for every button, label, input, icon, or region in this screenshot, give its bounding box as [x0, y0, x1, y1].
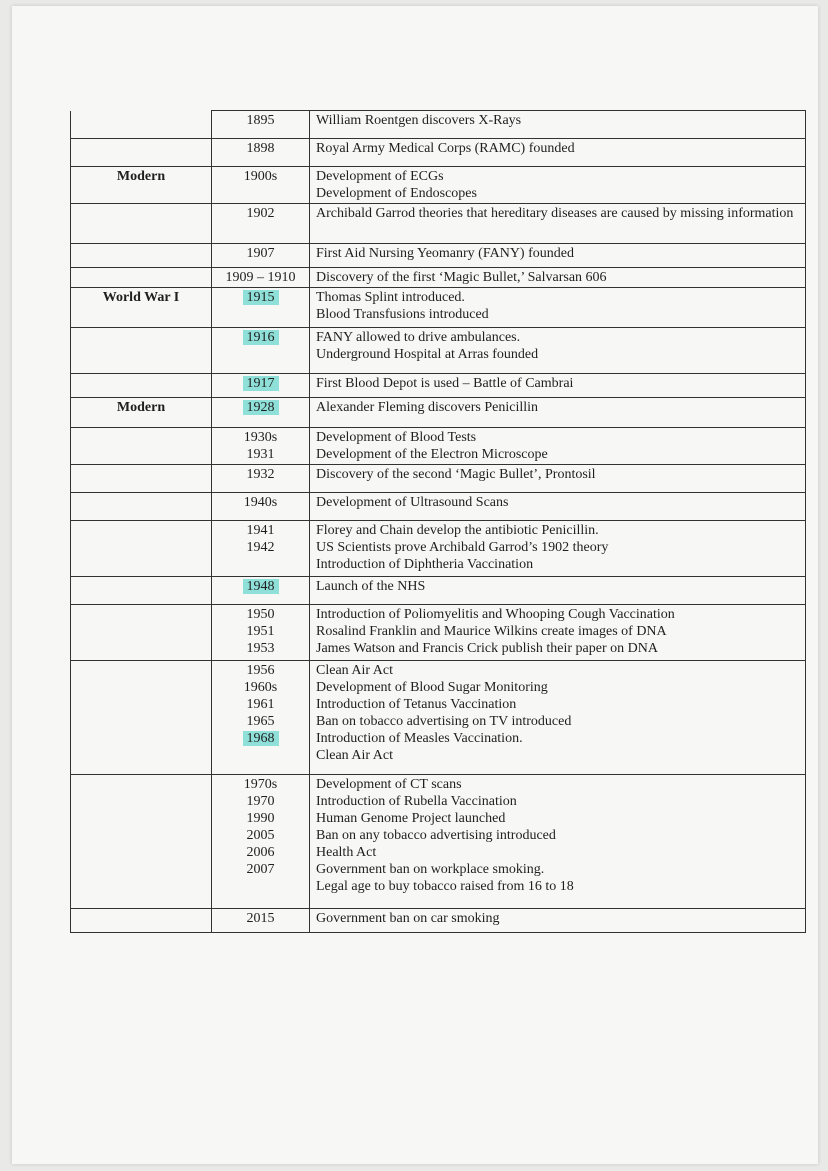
year-label: 1990	[246, 811, 275, 826]
event-text: Development of Blood Tests	[316, 430, 477, 445]
year-cell	[212, 111, 310, 139]
event-cell	[310, 493, 806, 521]
period-cell	[71, 577, 212, 605]
year-cell	[212, 328, 310, 374]
year-label: 1917	[218, 375, 303, 392]
period-cell	[71, 268, 212, 288]
year-label: 1968	[218, 730, 303, 747]
medicine-timeline-table	[70, 110, 806, 933]
year-label: 1951	[246, 624, 275, 639]
year-cell	[212, 139, 310, 167]
period-cell	[71, 661, 212, 775]
event-text: Rosalind Franklin and Maurice Wilkins create images of DNA	[316, 624, 667, 639]
period-cell	[71, 244, 212, 268]
timeline-row	[71, 661, 806, 775]
year-cell	[212, 909, 310, 933]
year-cell	[212, 428, 310, 465]
event-text: Introduction of Tetanus Vaccination	[316, 697, 517, 712]
year-cell	[212, 244, 310, 268]
year-label: 2007	[246, 862, 275, 877]
timeline-row	[71, 428, 806, 465]
year-label: 1930s	[243, 430, 278, 445]
period-cell	[71, 428, 212, 465]
period-cell	[71, 521, 212, 577]
timeline-row	[71, 204, 806, 244]
event-cell	[310, 398, 806, 428]
period-cell	[71, 775, 212, 909]
event-cell	[310, 111, 806, 139]
period-cell	[71, 398, 212, 428]
event-text: Underground Hospital at Arras founded	[316, 347, 539, 362]
event-cell	[310, 775, 806, 909]
event-cell	[310, 288, 806, 328]
period-cell	[71, 204, 212, 244]
event-text: Government ban on workplace smoking.	[316, 862, 545, 877]
year-label: 1931	[246, 447, 275, 462]
year-cell	[212, 577, 310, 605]
event-text: William Roentgen discovers X-Rays	[316, 113, 522, 128]
year-label: 1909 – 1910	[225, 270, 296, 285]
event-text: Development of Blood Sugar Monitoring	[316, 680, 548, 695]
timeline-row	[71, 465, 806, 493]
year-label: 1941	[246, 523, 275, 538]
timeline-row	[71, 493, 806, 521]
event-text: Development of Endoscopes	[316, 186, 477, 201]
year-cell	[212, 775, 310, 909]
year-cell	[212, 493, 310, 521]
event-cell	[310, 909, 806, 933]
event-text: Introduction of Poliomyelitis and Whooping Cough Vaccination	[316, 607, 675, 622]
year-label: 2005	[246, 828, 275, 843]
timeline-row	[71, 909, 806, 933]
event-cell	[310, 428, 806, 465]
document-page	[12, 6, 818, 1164]
event-cell	[310, 268, 806, 288]
timeline-row	[71, 521, 806, 577]
year-label: 1970s	[243, 777, 278, 792]
event-text: Clean Air Act	[316, 663, 393, 678]
year-label: 2015	[246, 911, 275, 926]
year-label: 1956	[246, 663, 275, 678]
timeline-row	[71, 139, 806, 167]
event-cell	[310, 374, 806, 398]
timeline-row	[71, 398, 806, 428]
year-label: 1948	[218, 578, 303, 595]
year-label: 1895	[246, 113, 275, 128]
period-cell	[71, 328, 212, 374]
event-text: Ban on tobacco advertising on TV introduced	[316, 714, 572, 729]
event-cell	[310, 521, 806, 577]
event-text: Discovery of the second ‘Magic Bullet’, Prontosil	[316, 467, 596, 482]
event-text: Alexander Fleming discovers Penicillin	[316, 400, 539, 415]
year-label: 1916	[218, 329, 303, 346]
year-label: 1940s	[243, 495, 278, 510]
year-label: 1907	[246, 246, 275, 261]
year-label: 1942	[246, 540, 275, 555]
period-cell	[71, 288, 212, 328]
year-cell	[212, 268, 310, 288]
timeline-row	[71, 328, 806, 374]
period-cell	[71, 465, 212, 493]
period-cell	[71, 139, 212, 167]
event-text: Royal Army Medical Corps (RAMC) founded	[316, 141, 575, 156]
event-cell	[310, 244, 806, 268]
timeline-row	[71, 111, 806, 139]
year-label: 1965	[246, 714, 275, 729]
event-text: FANY allowed to drive ambulances.	[316, 330, 521, 345]
year-label: 1928	[218, 399, 303, 416]
year-label: 1961	[246, 697, 275, 712]
event-text: Discovery of the first ‘Magic Bullet,’ Salvarsan 606	[316, 270, 607, 285]
event-text: Blood Transfusions introduced	[316, 307, 489, 322]
year-label: 1900s	[243, 169, 278, 184]
period-cell	[71, 605, 212, 661]
timeline-row	[71, 268, 806, 288]
timeline-row	[71, 605, 806, 661]
event-text: Florey and Chain develop the antibiotic Penicillin.	[316, 523, 599, 538]
event-text: Development of ECGs	[316, 169, 444, 184]
year-label: 1902	[246, 206, 275, 221]
event-text: Government ban on car smoking	[316, 911, 500, 926]
year-cell	[212, 204, 310, 244]
event-text: Health Act	[316, 845, 377, 860]
event-cell	[310, 465, 806, 493]
event-cell	[310, 661, 806, 775]
timeline-row	[71, 374, 806, 398]
event-text: US Scientists prove Archibald Garrod’s 1902 theory	[316, 540, 609, 555]
event-cell	[310, 204, 806, 244]
event-cell	[310, 167, 806, 204]
year-cell	[212, 605, 310, 661]
event-cell	[310, 577, 806, 605]
year-cell	[212, 398, 310, 428]
year-label: 1932	[246, 467, 275, 482]
event-text: Thomas Splint introduced.	[316, 290, 465, 305]
event-text: Development of CT scans	[316, 777, 462, 792]
year-cell	[212, 465, 310, 493]
event-text: First Blood Depot is used – Battle of Cambrai	[316, 376, 574, 391]
year-label: 1915	[218, 289, 303, 306]
year-label: 1960s	[243, 680, 278, 695]
year-cell	[212, 167, 310, 204]
period-label: World War I	[102, 290, 180, 305]
year-cell	[212, 521, 310, 577]
period-cell	[71, 111, 212, 139]
event-text: Development of Ultrasound Scans	[316, 495, 509, 510]
year-label: 1950	[246, 607, 275, 622]
event-text: James Watson and Francis Crick publish their paper on DNA	[316, 641, 658, 656]
year-cell	[212, 374, 310, 398]
year-label: 1953	[246, 641, 275, 656]
event-text: Launch of the NHS	[316, 579, 426, 594]
event-text: Legal age to buy tobacco raised from 16 to 18	[316, 879, 574, 894]
event-text: Development of the Electron Microscope	[316, 447, 548, 462]
event-text: Introduction of Measles Vaccination.	[316, 731, 523, 746]
event-text: Clean Air Act	[316, 748, 393, 763]
period-cell	[71, 374, 212, 398]
year-label: 1898	[246, 141, 275, 156]
period-label: Modern	[116, 400, 166, 415]
period-cell	[71, 909, 212, 933]
timeline-row	[71, 167, 806, 204]
event-text: Introduction of Rubella Vaccination	[316, 794, 517, 809]
event-text: Human Genome Project launched	[316, 811, 506, 826]
event-cell	[310, 328, 806, 374]
period-cell	[71, 167, 212, 204]
year-label: 2006	[246, 845, 275, 860]
period-label: Modern	[116, 169, 166, 184]
timeline-row	[71, 775, 806, 909]
timeline-row	[71, 288, 806, 328]
event-text: Archibald Garrod theories that hereditary diseases are caused by missing information	[316, 206, 794, 221]
timeline-row	[71, 577, 806, 605]
event-text: Ban on any tobacco advertising introduced	[316, 828, 556, 843]
event-text: Introduction of Diphtheria Vaccination	[316, 557, 534, 572]
event-cell	[310, 605, 806, 661]
year-cell	[212, 661, 310, 775]
event-text: First Aid Nursing Yeomanry (FANY) founded	[316, 246, 574, 261]
period-cell	[71, 493, 212, 521]
year-cell	[212, 288, 310, 328]
event-cell	[310, 139, 806, 167]
timeline-row	[71, 244, 806, 268]
year-label: 1970	[246, 794, 275, 809]
